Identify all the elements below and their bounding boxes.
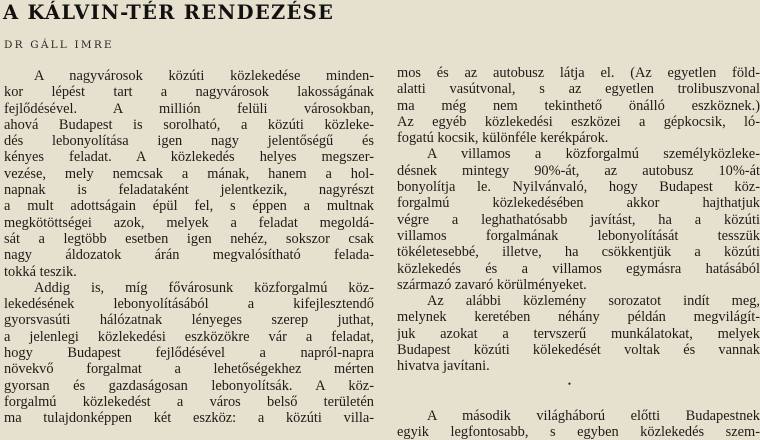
text-line: a mult adottságain épül fel, s éppen a multnak — [4, 198, 374, 215]
text-line: ma tulajdonképpen két eszköz: a közúti villa- — [4, 410, 374, 427]
text-line: forgalmú közlekedést a város belső területén — [4, 393, 374, 410]
text-line: tökéletesebbé, illetve, ha csökkentjük a közúti — [397, 244, 760, 261]
text-line: désnek mintegy 90%-át, az autobusz 10%-át — [397, 162, 760, 179]
text-line: egyik legfontosabb, s egyben közlekedés szem- — [397, 423, 760, 440]
paragraph-gap — [397, 394, 760, 408]
text-line: alatti vasútvonal, s az egyetlen trolibuszvonal — [397, 81, 760, 98]
text-line: dés lebonyolítása igen nagy jelentőségű és — [4, 133, 374, 150]
text-line: fejlődésével. A millión felüli városokban, — [4, 100, 374, 117]
text-line: Addig is, míg fővárosunk közforgalmú köz- — [34, 279, 374, 296]
text-line: származó zavaró körülményeket. — [397, 276, 587, 293]
text-line: melynek keretében néhány példán megvilágít- — [397, 309, 760, 326]
text-line: Budapest közúti kölekedését voltak és vannak — [397, 342, 760, 359]
text-line: gyorsvasúti hálózatnak lényeges szerep juthat, — [4, 312, 374, 329]
text-line: végre a leghathatósabb javítást, ha a közúti — [397, 211, 760, 228]
text-line: sát a legtöbb esetben igen nehéz, sokszor csak — [4, 230, 374, 247]
text-line: Az egyéb közlekedési eszközei a gépkocsik, ló- — [397, 113, 760, 130]
text-line: hogy Budapest fejlődésével a napról-napra — [4, 345, 374, 362]
text-line: mos és az autobusz látja el. (Az egyetlen föld- — [397, 65, 760, 81]
text-line: közlekedés és a villamos egymásra hatásából — [397, 260, 760, 277]
text-line: a jelenlegi közlekedési eszközökre vár a feladat, — [4, 328, 374, 345]
text-line: tokká teszik. — [4, 263, 77, 280]
text-line: megkötöttségei azok, melyek a feladat megoldá- — [4, 214, 374, 231]
text-line: kényes feladat. A közlekedés helyes megszer- — [4, 149, 374, 166]
text-line: A második világháború előtti Budapestnek — [427, 407, 760, 424]
text-line: növekvő forgalmat a lehetőségekhez mérten — [4, 361, 374, 378]
text-line: napnak is feladataként jelentkezik, nagyrészt — [4, 182, 374, 199]
text-line: vezése, mely nemcsak a mának, hanem a hol- — [4, 165, 374, 182]
text-line: juk azokat a tervszerű munkálatokat, melyek — [397, 325, 760, 342]
text-line: hivatva javítani. — [397, 358, 490, 375]
text-line: lekedésének lebonyolításából a kifejlesztendő — [4, 296, 374, 313]
text-line: A villamos a közforgalmú személyközleke- — [427, 146, 760, 163]
text-line: ahová Budapest is sorolható, a közúti közleke- — [4, 116, 374, 133]
text-line: villamos forgalmának lebonyolítását tesszük — [397, 227, 760, 244]
text-line: gyorsan és gazdaságosan lebonyolítsák. A köz- — [4, 377, 374, 394]
text-line: Az alábbi közlemény sorozatot indít meg, — [427, 293, 760, 310]
article-author: DR GÁLL IMRE — [4, 39, 114, 51]
text-line: kor lépést tart a nagyvárosok lakosságának — [4, 84, 374, 101]
right-column — [397, 65, 760, 440]
article-title: A KÁLVIN-TÉR RENDEZÉSE — [3, 1, 335, 24]
text-line: forgalmú közlekedésében akkor hajthatjuk — [397, 195, 760, 212]
text-line: ma még nem tekinthető önálló eszköznek.) — [397, 97, 760, 114]
text-line: fogatú kocsik, különféle kerékpárok. — [397, 130, 609, 147]
text-line: bonyolítja le. Nyilvánvaló, hogy Budapest köz- — [397, 179, 760, 196]
text-line: nagy áldozatok árán megvalósítható felada- — [4, 247, 374, 264]
left-column — [4, 68, 374, 427]
text-line: A nagyvárosok közúti közlekedése minden- — [34, 68, 374, 84]
section-separator: • — [567, 378, 572, 389]
